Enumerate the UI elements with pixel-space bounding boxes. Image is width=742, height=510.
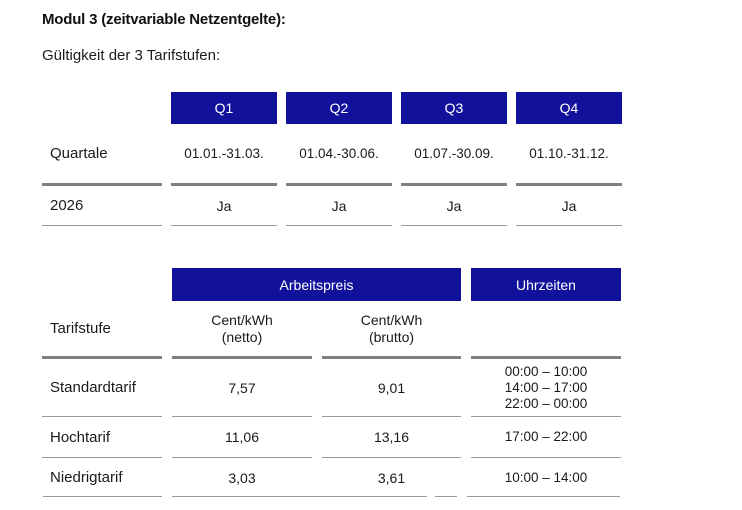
quartale-date-q1: 01.01.-31.03. [171, 124, 277, 186]
hochtarif-time-ranges [471, 417, 621, 458]
year-value-q3: Ja [401, 186, 507, 226]
tariff-table [42, 268, 621, 497]
page-subtitle: Gültigkeit der 3 Tarifstufen: [42, 47, 221, 64]
table-bottom-rule-segment [467, 496, 620, 497]
quarter-header-q1: Q1 [171, 92, 277, 124]
time-range: 22:00 – 00:00 [504, 395, 588, 411]
tariff-header-empty-cell [42, 268, 162, 301]
year-value-q2: Ja [286, 186, 392, 226]
hochtarif-price-netto: 11,06 [172, 417, 312, 458]
quarter-header-q4: Q4 [516, 92, 622, 124]
quartale-row-label: Quartale [42, 124, 162, 186]
table-bottom-rule-segment [43, 496, 162, 497]
year-value-q4: Ja [516, 186, 622, 226]
validity-header-empty-cell [42, 92, 162, 124]
group-header-arbeitspreis: Arbeitspreis [172, 268, 461, 301]
table-bottom-rule-segment [172, 496, 427, 497]
tariff-row-niedrigtarif-label: Niedrigtarif [50, 469, 123, 486]
column-header-netto-unit: Cent/kWh [211, 311, 273, 328]
time-range: 17:00 – 22:00 [504, 429, 588, 444]
quartale-date-q4: 01.10.-31.12. [516, 124, 622, 186]
tariff-row-standardtarif-label: Standardtarif [42, 359, 162, 417]
time-range: 10:00 – 14:00 [504, 469, 588, 485]
quarter-header-q2: Q2 [286, 92, 392, 124]
standardtarif-price-netto: 7,57 [172, 359, 312, 417]
column-header-brutto-unit: Cent/kWh [360, 311, 423, 328]
niedrigtarif-time-ranges [471, 458, 621, 497]
column-header-brutto-qualifier: (brutto) [368, 328, 415, 345]
column-header-brutto [322, 301, 461, 359]
table-bottom-rule-segment [435, 496, 457, 497]
column-header-uhrzeiten-empty [471, 301, 621, 359]
group-header-uhrzeiten: Uhrzeiten [471, 268, 621, 301]
standardtarif-time-ranges [471, 359, 621, 417]
column-header-netto-qualifier: (netto) [221, 328, 263, 345]
year-row-label: 2026 [42, 186, 162, 226]
time-range: 00:00 – 10:00 [504, 363, 588, 379]
column-header-netto [172, 301, 312, 359]
quarter-header-q3: Q3 [401, 92, 507, 124]
tariff-row-hochtarif-label: Hochtarif [42, 417, 162, 458]
validity-table [42, 92, 622, 226]
standardtarif-price-brutto: 9,01 [322, 359, 461, 417]
page-title: Modul 3 (zeitvariable Netzentgelte): [42, 11, 286, 28]
quartale-date-q2: 01.04.-30.06. [286, 124, 392, 186]
quartale-date-q3: 01.07.-30.09. [401, 124, 507, 186]
year-value-q1: Ja [171, 186, 277, 226]
time-range: 14:00 – 17:00 [504, 379, 588, 395]
hochtarif-price-brutto: 13,16 [322, 417, 461, 458]
niedrigtarif-price-netto: 3,03 [228, 469, 256, 486]
niedrigtarif-price-brutto: 3,61 [377, 469, 406, 486]
column-header-tarifstufe: Tarifstufe [42, 301, 162, 359]
